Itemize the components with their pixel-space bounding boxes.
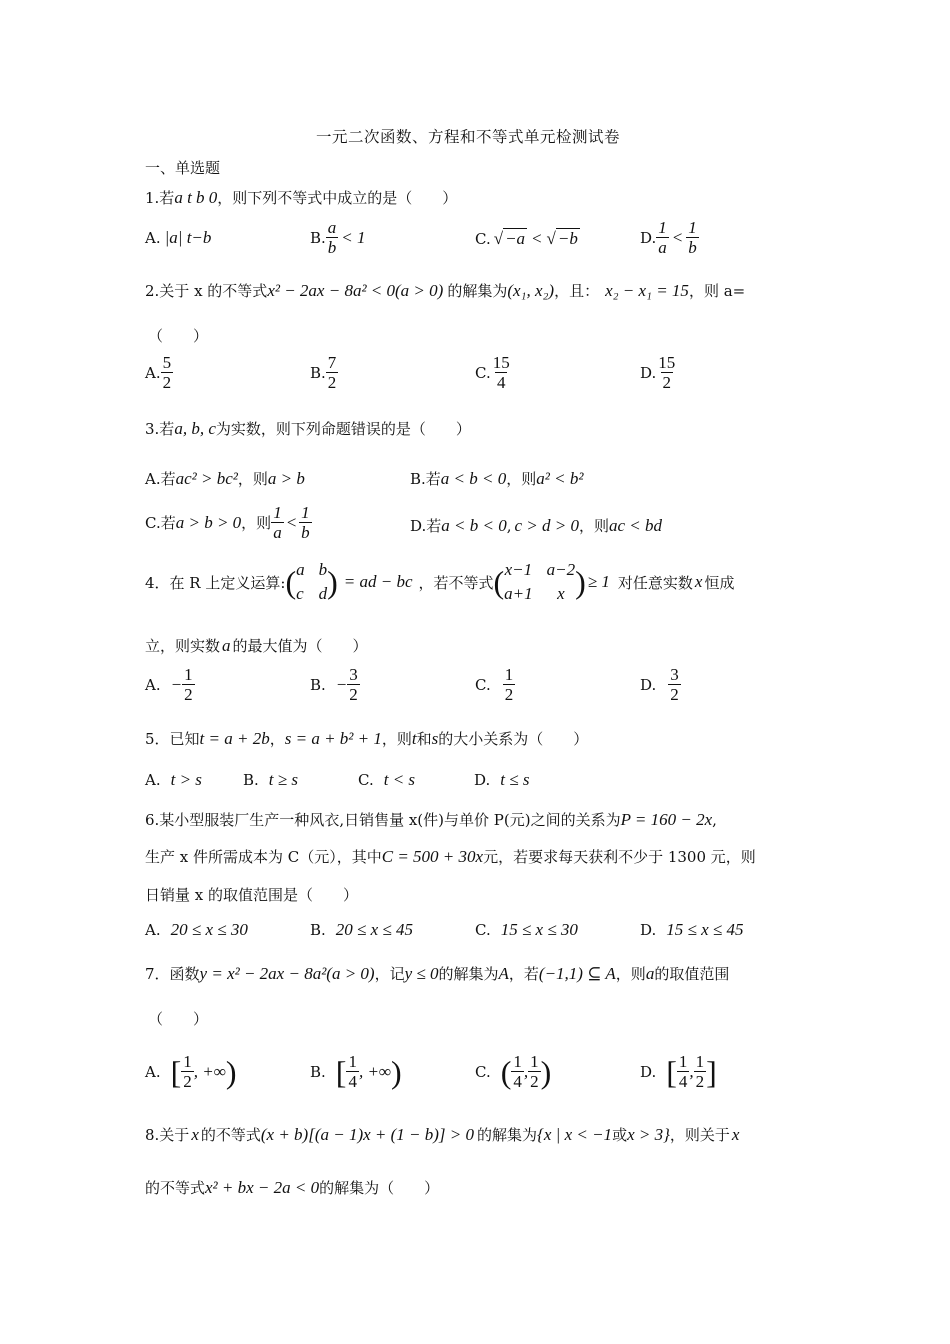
- q2-math: x² − 2ax − 8a² < 0(a > 0): [267, 280, 444, 300]
- fraction: $\frac{5}{2}$: [162, 353, 172, 392]
- bracket: ): [225, 1053, 237, 1090]
- question-2-stem: [145, 280, 745, 301]
- option-label: D.: [640, 1062, 657, 1081]
- q4-post2: 恒成: [704, 573, 735, 592]
- option-math: ac < bd: [609, 515, 663, 535]
- q5-math2: s = a + b² + 1: [284, 728, 382, 748]
- q3-pre: 3.若: [145, 420, 175, 438]
- fraction: $\frac{7}{2}$: [327, 353, 337, 392]
- q4-mid: ，若不等式: [418, 573, 494, 592]
- q2-paren: （ ）: [148, 327, 209, 345]
- option-math: t > s: [170, 770, 202, 789]
- q8-x2: x: [731, 1124, 740, 1144]
- question-8-stem: [145, 1124, 739, 1145]
- option-label: C.: [475, 363, 491, 382]
- option-math: , +∞: [193, 1061, 226, 1081]
- option-math: ac² > bc²: [175, 468, 238, 488]
- comma: ,: [689, 1061, 694, 1081]
- question-7-stem: [145, 963, 729, 984]
- q7-option-b: [310, 1052, 402, 1091]
- q3-option-a: [145, 468, 305, 489]
- bracket: [: [666, 1053, 677, 1090]
- q8-x: x: [191, 1124, 199, 1144]
- q8-line2-pre: 的不等式: [145, 1179, 206, 1197]
- bracket: ): [540, 1053, 552, 1090]
- q5-option-c: [358, 770, 415, 790]
- option-label: D.: [640, 363, 657, 382]
- q3-option-d: [410, 515, 662, 536]
- option-text: ，则: [241, 514, 272, 532]
- matrix-def: a b c d: [296, 560, 328, 603]
- option-label: B.: [310, 363, 326, 382]
- q7-math3: (−1,1) ⊆ A: [538, 963, 616, 983]
- less-than: <: [531, 228, 543, 248]
- q6-option-b: [310, 920, 413, 940]
- option-label: A.: [145, 229, 161, 247]
- option-label: A.: [145, 363, 161, 382]
- option-label: D.: [640, 228, 657, 247]
- fraction: $\frac{1}{a}$: [658, 218, 667, 257]
- q2-option-b: [310, 353, 338, 392]
- q1-option-a: [145, 228, 211, 248]
- option-label: A.: [145, 921, 161, 939]
- q7-set-a: A: [498, 963, 509, 983]
- option-text: ,: [506, 516, 512, 535]
- q7-math1: y = x² − 2ax − 8a²(a > 0): [199, 963, 375, 983]
- option-math: a < b < 0: [440, 468, 507, 488]
- bracket: [: [335, 1053, 347, 1090]
- q8-line2-math: x² + bx − 2a < 0: [205, 1177, 320, 1197]
- q5-pre: 5．已知: [145, 730, 200, 748]
- q7-a: a: [645, 963, 655, 983]
- q1-option-b: [310, 218, 366, 257]
- q2-post: ，则 a=: [688, 282, 746, 300]
- q7-mid4: ，则: [615, 965, 646, 983]
- q1-option-c: C. √ −a < √ −b: [475, 228, 578, 248]
- q8-math2b: x > 3}: [627, 1124, 670, 1144]
- q4-option-b: [310, 665, 360, 704]
- fraction: $\frac{a}{b}$: [327, 218, 337, 257]
- fraction: $\frac{1}{4}$: [348, 1052, 357, 1091]
- option-label: A.: [145, 1062, 161, 1081]
- q1-option-d: [640, 218, 699, 257]
- page-title: 一元二次函数、方程和不等式单元检测试卷: [316, 128, 621, 146]
- section-heading: 一、单选题: [145, 159, 221, 177]
- fraction: $\frac{1}{2}$: [504, 665, 514, 704]
- q8-mid3: ，则关于: [669, 1126, 730, 1144]
- fraction: $\frac{3}{2}$: [349, 665, 358, 704]
- q4-pre: 4．在 R 上定义运算:: [145, 573, 286, 592]
- option-label: B.若: [410, 470, 441, 488]
- option-math: t ≥ s: [268, 770, 298, 789]
- q6-option-a: [145, 920, 248, 940]
- fraction: $\frac{15}{4}$: [492, 353, 510, 392]
- q3-post: 为实数，则下列命题错误的是（ ）: [215, 420, 471, 438]
- q4-eq: = ad − bc: [343, 572, 413, 591]
- option-math: a < b < 0: [441, 515, 507, 535]
- q8-pre: 8.关于: [145, 1126, 190, 1144]
- q2-option-d: [640, 353, 677, 392]
- question-6-line2: [145, 846, 756, 867]
- q6-line2-pre: 生产 x 件所需成本为 C（元），其中: [145, 848, 382, 866]
- option-math: a > b > 0: [175, 512, 242, 532]
- q8-mid1: 的不等式: [200, 1126, 261, 1144]
- option-label: C.: [475, 921, 491, 939]
- q5-sep: ，: [269, 730, 285, 748]
- option-label: A.: [145, 675, 161, 694]
- option-math: t < s: [383, 770, 416, 789]
- q7-math2: y ≤ 0: [404, 963, 439, 983]
- option-label: C.: [358, 771, 374, 789]
- option-label: D.: [640, 921, 657, 939]
- q7-paren: （ ）: [148, 1010, 209, 1028]
- option-label: D.: [474, 771, 491, 789]
- sqrt-radicand: −b: [557, 229, 578, 248]
- q2-mid: 的解集为: [447, 282, 508, 300]
- bracket: (: [500, 1053, 512, 1090]
- q2-eq: x₂ − x₁ = 15: [605, 280, 689, 300]
- q5-s: s: [431, 728, 439, 748]
- q1-post: ，则下列不等式中成立的是（ ）: [217, 189, 458, 207]
- question-3-stem: [145, 418, 471, 439]
- option-math: |a| t−b: [164, 228, 212, 247]
- option-math: 20 ≤ x ≤ 45: [335, 920, 414, 939]
- question-1-stem: [145, 187, 457, 208]
- q7-option-d: [640, 1052, 717, 1091]
- q8-or: 或: [612, 1126, 628, 1144]
- q7-mid1: ，记: [374, 965, 405, 983]
- option-math: 20 ≤ x ≤ 30: [170, 920, 248, 939]
- option-text: ，则: [237, 470, 268, 488]
- option-label: D.: [640, 675, 657, 694]
- option-math: a² < b²: [536, 468, 584, 488]
- q6-line1-text: 6.某小型服装厂生产一种风衣,日销售量 x(件)与单价 P(元)之间的关系为: [145, 811, 621, 829]
- q1-pre: 1.若: [145, 189, 175, 207]
- option-label: C.: [475, 1062, 491, 1081]
- q4-option-c: [475, 665, 515, 704]
- q8-math1: (x + b)[(a − 1)x + (1 − b)] > 0: [260, 1124, 475, 1144]
- q5-option-a: [145, 770, 202, 790]
- option-label: B.: [310, 675, 326, 694]
- option-math: < 1: [341, 227, 366, 247]
- q6-option-d: [640, 920, 743, 940]
- q1-math: a t b 0: [174, 187, 218, 207]
- fraction: $\frac{1}{4}$: [513, 1052, 522, 1091]
- question-6-line1: [145, 809, 717, 830]
- q5-option-b: [243, 770, 298, 790]
- question-5-stem: [145, 728, 588, 749]
- fraction: $\frac{1}{a}$: [273, 503, 282, 542]
- option-label: C.: [475, 229, 491, 248]
- q7-option-c: [475, 1052, 551, 1091]
- less-than: <: [285, 512, 298, 532]
- fraction: $\frac{1}{2}$: [184, 665, 193, 704]
- option-math: 15 ≤ x ≤ 30: [500, 920, 578, 939]
- q5-math1: t = a + 2b: [199, 728, 270, 748]
- q2-option-a: [145, 353, 173, 392]
- bracket: [: [170, 1053, 182, 1090]
- option-text: ，则: [579, 517, 610, 535]
- q2-pre: 2.关于 x 的不等式: [145, 282, 268, 300]
- option-label: A.: [145, 771, 161, 789]
- bracket: ]: [706, 1053, 717, 1090]
- q7-mid3: ，若: [508, 965, 539, 983]
- option-label: B.: [243, 771, 259, 789]
- fraction: $\frac{1}{b}$: [688, 218, 697, 257]
- q6-line2-math: C = 500 + 30x: [381, 846, 484, 866]
- option-text: ，则: [506, 470, 537, 488]
- comma: ,: [523, 1061, 529, 1081]
- fraction: $\frac{1}{2}$: [695, 1052, 705, 1091]
- option-label: D.若: [410, 517, 442, 535]
- fraction: $\frac{3}{2}$: [670, 665, 679, 704]
- minus-sign: −: [170, 674, 183, 694]
- q2-set: (x₁, x₂): [507, 280, 555, 300]
- q6-line1-math: P = 160 − 2x: [620, 809, 713, 829]
- option-math: a > b: [267, 468, 305, 488]
- q7-pre: 7．函数: [145, 965, 200, 983]
- question-6-line3: 日销量 x 的取值范围是（ ）: [145, 886, 358, 904]
- q4-post: 对任意实数: [617, 573, 693, 592]
- q5-t: t: [411, 728, 417, 748]
- fraction: $\frac{1}{2}$: [183, 1052, 192, 1091]
- q8-math2a: {x | x < −1: [537, 1124, 613, 1144]
- q6-line2-post: 元，若要求每天获利不少于 1300 元，则: [483, 848, 756, 866]
- question-4-line2: [145, 635, 368, 656]
- matrix-inequality: x−1 a−2 a+1 x: [504, 560, 576, 603]
- option-math: t ≤ s: [500, 770, 530, 789]
- q4-line2-pre: 立，则实数: [145, 637, 221, 655]
- q7-mid2: 的解集为: [438, 965, 499, 983]
- q5-option-d: [474, 770, 529, 790]
- q8-mid2: 的解集为: [477, 1126, 538, 1144]
- q4-line2-post: 的最大值为（ ）: [232, 637, 368, 655]
- fraction: $\frac{15}{2}$: [658, 353, 676, 392]
- sqrt-radicand: −a: [505, 229, 526, 248]
- q2-mid2: ，且：: [554, 282, 600, 300]
- q6-line1-end: ,: [712, 810, 717, 829]
- q3-option-c: [145, 503, 312, 542]
- option-label: A.若: [145, 470, 176, 488]
- q8-line2-post: 的解集为（ ）: [319, 1179, 440, 1197]
- question-4-stem: 4．在 R 上定义运算: ( a b c d ) = ad − bc ，若不等式 ( x−1 a−2 a+1 x ) ≥ 1 对任意实数 x 恒成: [145, 560, 735, 603]
- less-than: <: [671, 227, 684, 247]
- q5-and: 和: [416, 730, 432, 748]
- option-label: C.: [475, 675, 491, 694]
- q3-math: a, b, c: [174, 418, 216, 438]
- question-8-line2: [145, 1177, 439, 1198]
- option-label: C.若: [145, 514, 176, 532]
- q6-option-c: [475, 920, 578, 940]
- bracket: ): [391, 1053, 402, 1090]
- option-label: B.: [310, 228, 326, 247]
- q5-post: 的大小关系为（ ）: [438, 730, 589, 748]
- q7-option-a: [145, 1052, 237, 1091]
- fraction: $\frac{1}{b}$: [301, 503, 310, 542]
- q7-post: 的取值范围: [654, 965, 730, 983]
- option-math: , +∞: [358, 1061, 392, 1081]
- q3-option-b: [410, 468, 583, 489]
- q4-x: x: [694, 572, 703, 591]
- q2-option-c: [475, 353, 512, 392]
- q5-mid: ，则: [381, 730, 412, 748]
- option-math: 15 ≤ x ≤ 45: [666, 920, 744, 939]
- q4-ge: ≥ 1: [587, 572, 610, 591]
- minus-sign: −: [335, 674, 348, 694]
- option-label: B.: [310, 921, 326, 939]
- fraction: $\frac{1}{2}$: [530, 1052, 539, 1091]
- option-label: B.: [310, 1062, 326, 1081]
- option-math: c > d > 0: [514, 515, 579, 535]
- q4-option-a: [145, 665, 195, 704]
- q4-option-d: [640, 665, 681, 704]
- q4-a: a: [222, 635, 231, 655]
- fraction: $\frac{1}{4}$: [678, 1052, 688, 1091]
